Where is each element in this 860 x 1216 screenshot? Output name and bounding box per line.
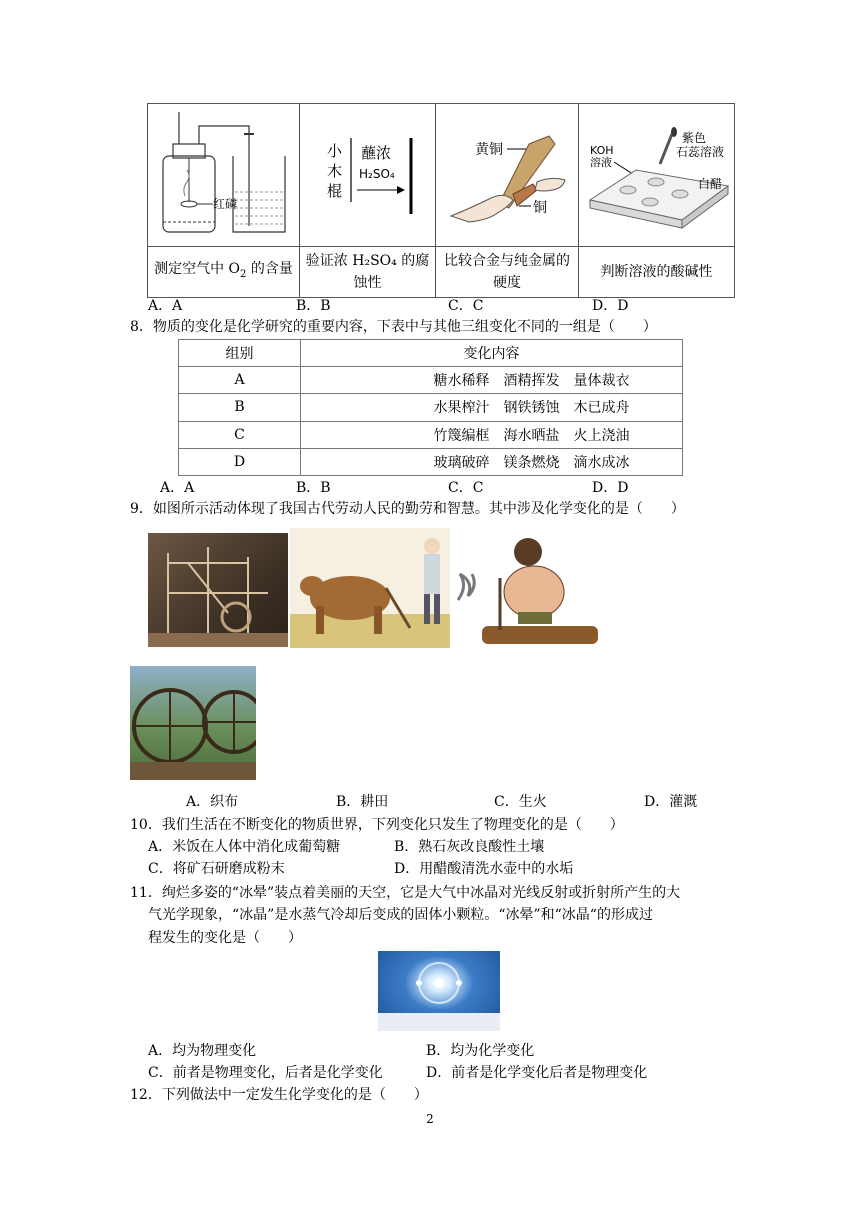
q11-stem-line-2: 气光学现象，“冰晶”是水蒸气冷却后变成的固体小颗粒。“冰晕”和“冰晶“的形成过 [148, 907, 653, 923]
sulfuric-acid-figure [300, 104, 436, 247]
ice-halo-image [378, 951, 500, 1031]
q8-option-a[interactable]: A．A [160, 480, 195, 496]
svg-text:KOH: KOH [589, 144, 614, 157]
irrigation-image [130, 666, 256, 780]
svg-text:木: 木 [326, 162, 342, 180]
q7-option-d[interactable]: D．D [592, 298, 629, 314]
q11-option-a[interactable]: A．均为物理变化 [148, 1043, 257, 1059]
q11-stem-line-3: 程发生的变化是（ ） [148, 930, 302, 946]
q11-option-b[interactable]: B．均为化学变化 [426, 1043, 535, 1059]
svg-text:石蕊溶液: 石蕊溶液 [675, 145, 724, 159]
weaving-image [148, 533, 288, 647]
q9-stem: 9．如图所示活动体现了我国古代劳动人民的勤劳和智慧。其中涉及化学变化的是（ ） [130, 501, 685, 517]
q7-option-c[interactable]: C．C [448, 298, 484, 314]
q10-option-a[interactable]: A．米饭在人体中消化成葡萄糖 [148, 839, 341, 855]
ploughing-image [290, 528, 450, 648]
fire-making-image [452, 530, 602, 648]
table-row: A 糖水稀释 酒精挥发 量体裁衣 [179, 367, 683, 394]
apparatus-phosphorus-figure [148, 104, 300, 247]
svg-text:白醋: 白醋 [697, 177, 722, 191]
q10-option-d[interactable]: D．用醋酸清洗水壶中的水垢 [394, 861, 574, 877]
q8-option-c[interactable]: C．C [448, 480, 484, 496]
header-group: 组别 [179, 340, 301, 367]
table-row: D 玻璃破碎 镁条燃烧 滴水成冰 [179, 448, 683, 475]
q9-option-c[interactable]: C．生火 [494, 794, 547, 810]
q12-stem: 12．下列做法中一定发生化学变化的是（ ） [130, 1087, 428, 1103]
header-content: 变化内容 [301, 340, 683, 367]
q9-option-d[interactable]: D．灌溉 [644, 794, 698, 810]
svg-text:蘸浓: 蘸浓 [360, 144, 391, 162]
brass-copper-figure [436, 104, 579, 247]
q8-option-b[interactable]: B．B [296, 480, 331, 496]
table-row: B 水果榨汁 钢铁锈蚀 木已成舟 [179, 394, 683, 421]
caption-acid-base: 判断溶液的酸碱性 [579, 247, 735, 298]
svg-text:棍: 棍 [326, 182, 342, 200]
svg-text:紫色: 紫色 [681, 131, 706, 145]
experiment-table [147, 103, 735, 298]
q7-option-a[interactable]: A．A [148, 298, 183, 314]
q10-option-b[interactable]: B．熟石灰改良酸性土壤 [394, 839, 545, 855]
caption-alloy-hardness: 比较合金与纯金属的硬度 [436, 247, 579, 298]
q8-option-d[interactable]: D．D [592, 480, 629, 496]
svg-text:H₂SO₄: H₂SO₄ [358, 167, 395, 181]
table-row: C 竹篾编框 海水晒盐 火上浇油 [179, 421, 683, 448]
q10-stem: 10．我们生活在不断变化的物质世界，下列变化只发生了物理变化的是（ ） [130, 817, 624, 833]
caption-acid-corrosion: 验证浓 H₂SO₄ 的腐蚀性 [300, 247, 436, 298]
q8-stem: 8．物质的变化是化学研究的重要内容，下表中与其他三组变化不同的一组是（ ） [130, 319, 657, 335]
red-phosphorus-label: 红磷 [212, 197, 237, 211]
spot-plate-figure [579, 104, 735, 247]
q11-option-d[interactable]: D．前者是化学变化后者是物理变化 [426, 1065, 648, 1081]
svg-text:小: 小 [326, 142, 342, 160]
svg-text:溶液: 溶液 [589, 156, 612, 169]
q11-option-c[interactable]: C．前者是物理变化，后者是化学变化 [148, 1065, 383, 1081]
q9-option-b[interactable]: B．耕田 [336, 794, 389, 810]
svg-text:黄铜: 黄铜 [474, 142, 503, 158]
q11-stem-line-1: 11．绚烂多姿的“冰晕”装点着美丽的天空，它是大气中冰晶对光线反射或折射所产生的大 [130, 885, 681, 901]
q7-option-b[interactable]: B．B [296, 298, 331, 314]
change-table [178, 339, 683, 476]
q9-option-a[interactable]: A．织布 [186, 794, 239, 810]
caption-oxygen-content: 测定空气中 $O_2$ 的含量 [148, 247, 300, 298]
q10-option-c[interactable]: C．将矿石研磨成粉末 [148, 861, 285, 877]
svg-text:铜: 铜 [532, 200, 547, 216]
page-number: 2 [426, 1112, 434, 1126]
